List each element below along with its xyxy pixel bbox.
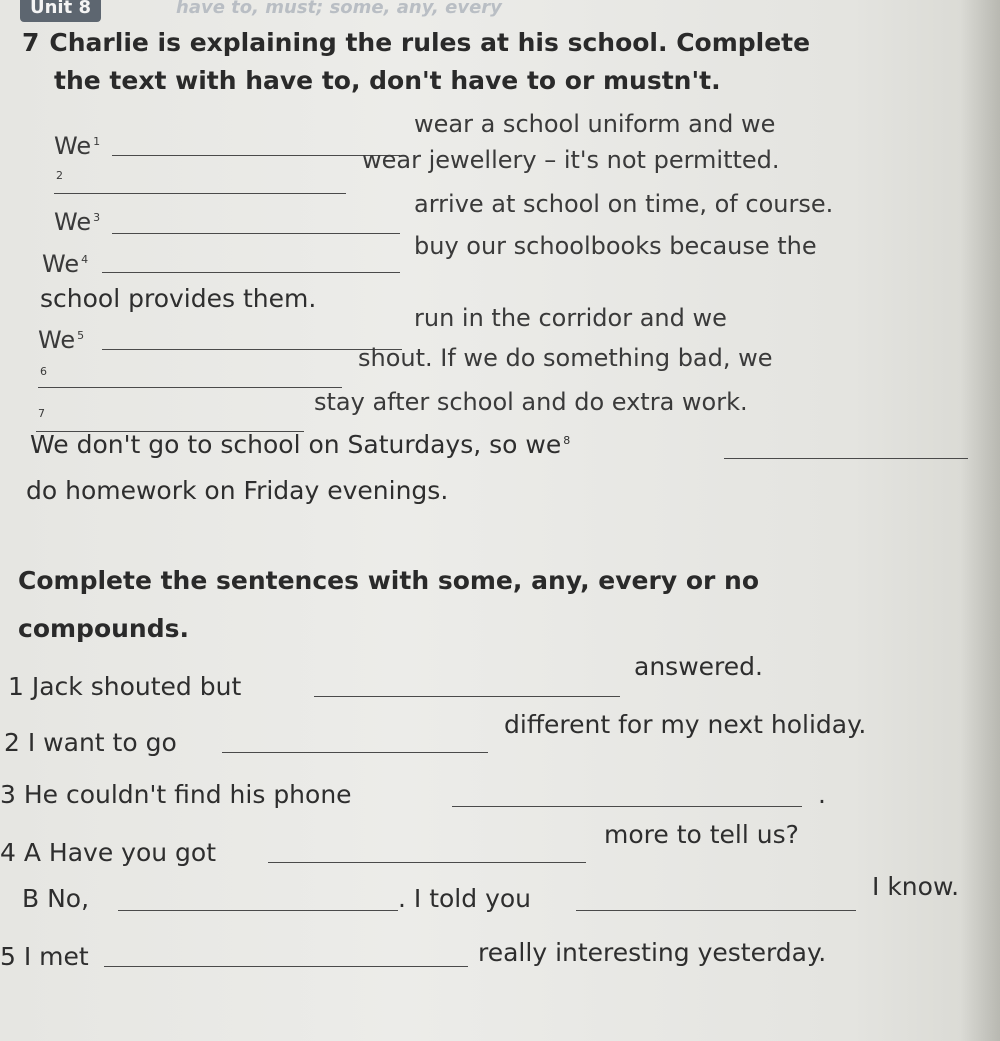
line-prefix: We don't go to school on Saturdays, so we bbox=[30, 430, 562, 459]
ex7-line7-prefix bbox=[38, 362, 47, 390]
ex7-line6-suffix: run in the corridor and we bbox=[414, 304, 727, 332]
ex7-line3-prefix bbox=[54, 208, 100, 236]
ex8-item4b-middle: . I told you bbox=[398, 884, 532, 913]
gap-number: 8 bbox=[563, 433, 571, 447]
header-topic: have to, must; some, any, every bbox=[176, 0, 502, 18]
ex8-item2-before: 2 I want to go bbox=[4, 728, 177, 757]
ex8-item4a-after: more to tell us? bbox=[604, 820, 799, 849]
exercise-8-instruction-line1: Complete the sentences with some, any, every or no bbox=[18, 566, 760, 595]
ex8-item1-before: 1 Jack shouted but bbox=[8, 672, 242, 701]
ex8-item4b-blank1[interactable] bbox=[118, 910, 398, 911]
gap-4-blank[interactable] bbox=[102, 272, 400, 273]
gap-number: 2 bbox=[56, 169, 63, 182]
unit-badge: Unit 8 bbox=[20, 0, 101, 22]
gap-6-blank[interactable] bbox=[38, 387, 342, 388]
ex7-line4-prefix bbox=[42, 250, 88, 278]
ex8-item4b-before: B No, bbox=[22, 884, 90, 913]
exercise-7-instruction-line1 bbox=[22, 28, 810, 57]
ex8-item5-after: really interesting yesterday. bbox=[478, 938, 827, 967]
line-prefix: We bbox=[38, 326, 76, 354]
ex8-item4b-after: I know. bbox=[872, 872, 960, 901]
line-prefix: We bbox=[54, 132, 92, 160]
exercise-7-number: 7 bbox=[22, 28, 40, 57]
ex8-item3-blank[interactable] bbox=[452, 806, 802, 807]
ex8-item4a-before: 4 A Have you got bbox=[0, 838, 216, 867]
gap-number: 7 bbox=[38, 407, 45, 420]
line-prefix: We bbox=[54, 208, 92, 236]
ex7-line10-text: do homework on Friday evenings. bbox=[26, 476, 449, 505]
gap-3-blank[interactable] bbox=[112, 233, 400, 234]
gap-5-blank[interactable] bbox=[102, 349, 402, 350]
ex8-item5-blank[interactable] bbox=[104, 966, 468, 967]
ex8-item3-before: 3 He couldn't find his phone bbox=[0, 780, 352, 809]
ex8-item3-after: . bbox=[818, 780, 826, 809]
ex8-item2-after: different for my next holiday. bbox=[504, 710, 867, 739]
gap-1-blank[interactable] bbox=[112, 155, 400, 156]
ex7-line7-suffix: shout. If we do something bad, we bbox=[358, 344, 773, 372]
gap-number: 3 bbox=[93, 211, 101, 224]
ex7-line8-suffix: stay after school and do extra work. bbox=[314, 388, 748, 416]
ex7-line1-prefix bbox=[54, 132, 100, 160]
exercise-8-instruction-line2: compounds. bbox=[18, 614, 189, 643]
ex7-line3-suffix: arrive at school on time, of course. bbox=[414, 190, 834, 218]
instruction-text: Charlie is explaining the rules at his school. Complete bbox=[49, 28, 811, 57]
ex8-item2-blank[interactable] bbox=[222, 752, 488, 753]
ex8-item4a-blank[interactable] bbox=[268, 862, 586, 863]
exercise-7-instruction-line2: the text with have to, don't have to or mustn't. bbox=[54, 66, 721, 95]
ex7-line6-prefix bbox=[38, 326, 84, 354]
ex8-item1-blank[interactable] bbox=[314, 696, 620, 697]
ex8-item1-after: answered. bbox=[634, 652, 763, 681]
ex7-line8-prefix bbox=[36, 404, 45, 432]
ex7-line2-suffix: wear jewellery – it's not permitted. bbox=[362, 146, 780, 174]
ex7-line5-text: school provides them. bbox=[40, 284, 317, 313]
gap-number: 4 bbox=[81, 253, 89, 266]
ex7-line4-suffix: buy our schoolbooks because the bbox=[414, 232, 817, 260]
gap-number: 5 bbox=[77, 329, 85, 342]
ex7-line2-prefix bbox=[54, 166, 63, 194]
ex7-line9-prefix bbox=[30, 430, 570, 459]
gap-number: 6 bbox=[40, 365, 47, 378]
line-prefix: We bbox=[42, 250, 80, 278]
ex8-item4b-blank2[interactable] bbox=[576, 910, 856, 911]
ex7-line1-suffix: wear a school uniform and we bbox=[414, 110, 776, 138]
gap-number: 1 bbox=[93, 135, 101, 148]
gap-8-blank[interactable] bbox=[724, 458, 968, 459]
page-header bbox=[0, 0, 1000, 22]
ex8-item5-before: 5 I met bbox=[0, 942, 89, 971]
book-spine-shadow bbox=[960, 0, 1000, 1041]
gap-2-blank[interactable] bbox=[54, 193, 346, 194]
